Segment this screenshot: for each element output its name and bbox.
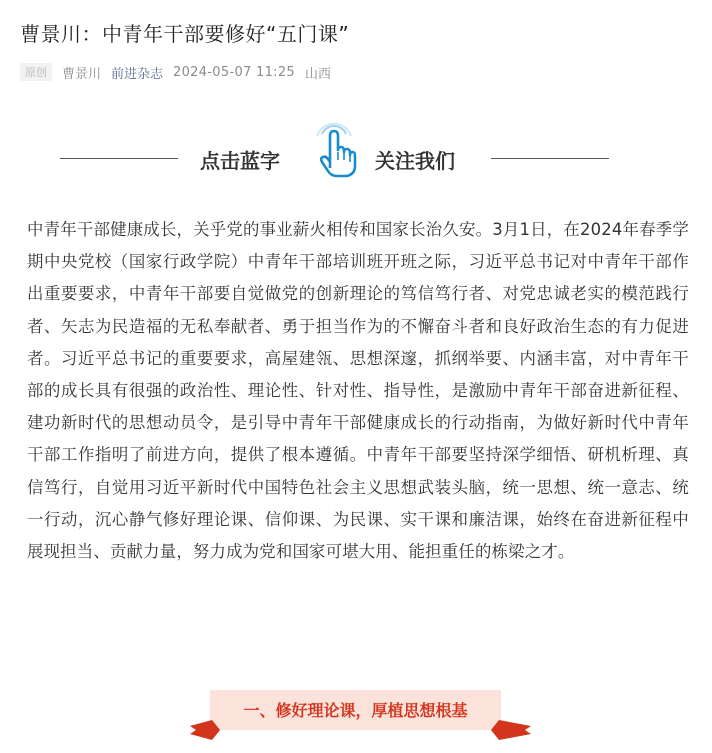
- divider-left: [60, 158, 178, 159]
- original-badge: 原创: [20, 63, 52, 81]
- account-link[interactable]: 前进杂志: [111, 66, 164, 82]
- ribbon-right-icon: [491, 720, 531, 740]
- author-name: 曹景川: [62, 66, 102, 82]
- ribbon-left-icon: [190, 720, 220, 740]
- divider-right: [491, 158, 609, 159]
- publish-date: 2024-05-07 11:25: [173, 64, 295, 80]
- article-meta: [20, 62, 331, 82]
- pointer-hand-icon: [309, 120, 359, 180]
- follow-banner[interactable]: [0, 120, 712, 200]
- follow-us-text: 关注我们: [375, 149, 455, 173]
- publish-location: 山西: [304, 66, 331, 82]
- section-heading: [0, 690, 712, 753]
- article-paragraph: 中青年干部健康成长，关乎党的事业薪火相传和国家长治久安。3月1日，在2024年春季学期中央党校（国家行政学院）中青年干部培训班开班之际，习近平总书记对中青年干部作出重要要求，中青年干部要自觉做党的创新理论的笃信笃行者、对党忠诚老实的模范践行者、矢志为民造福的无私奉献者、勇于担当作为的不懈奋斗者和良好政治生态的有力促进者。习近平总书记的重要要求，高屋建瓴、思想深邃，抓纲举要、内涵丰富，对中青年干部的成长具有很强的政治性、理论性、针对性、指导性，是激励中青年干部奋进新征程、建功新时代的思想动员令，是引导中青年干部健康成长的行动指南，为做好新时代中青年干部工作指明了前进方向，提供了根本遵循。中青年干部要坚持深学细悟、研机析理、真信笃行，自觉用习近平新时代中国特色社会主义思想武装头脑，统一思想、统一意志、统一行动，沉心静气修好理论课、信仰课、为民课、实干课和廉洁课，始终在奋进新征程中展现担当、贡献力量，努力成为党和国家可堪大用、能担重任的栋梁之才。: [27, 220, 689, 562]
- article-title: 曹景川：中青年干部要修好“五门课”: [20, 22, 350, 46]
- click-blue-text: 点击蓝字: [200, 149, 280, 173]
- section-heading-label: 一、修好理论课，厚植思想根基: [243, 701, 468, 720]
